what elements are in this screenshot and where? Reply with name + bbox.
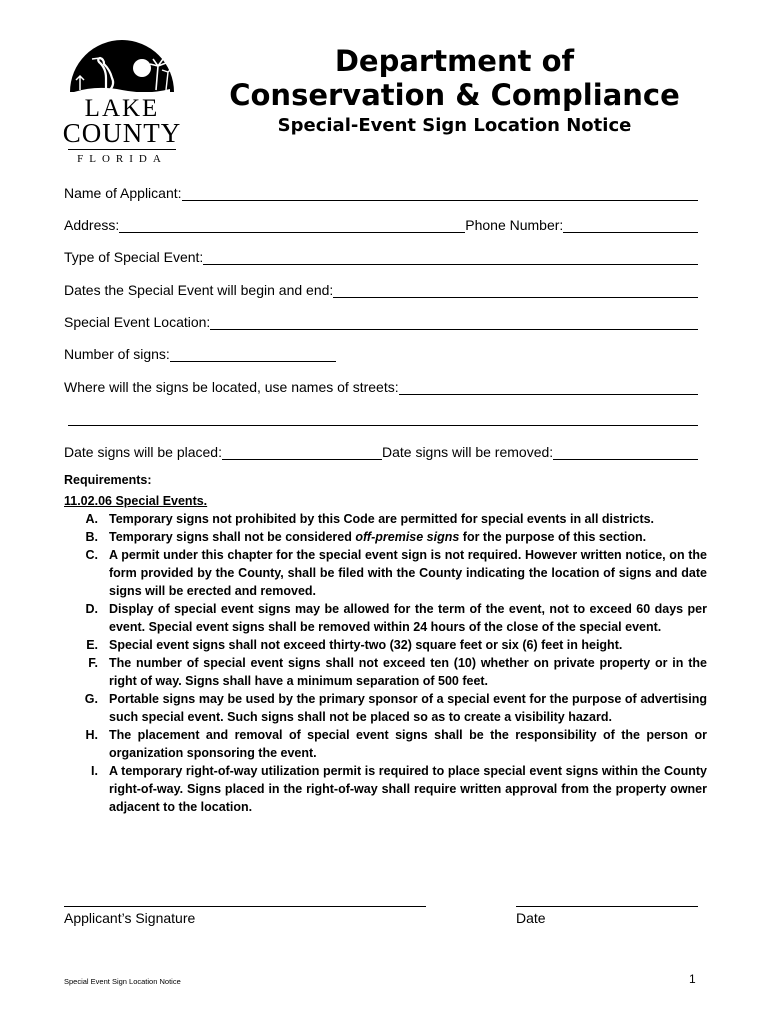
- field-event-dates: [64, 278, 698, 298]
- event-location-label: Special Event Location:: [64, 314, 211, 330]
- phone-number-label: Phone Number:: [465, 217, 564, 233]
- requirement-text: Display of special event signs may be allowed for the term of the event, not to exceed 60 days per event. Special event signs shall be removed within 24 hours of the close of the special event.: [109, 602, 707, 634]
- field-sign-locations-continued: [64, 406, 698, 426]
- requirement-letter: D.: [85, 602, 98, 616]
- requirement-text: The placement and removal of special event signs shall be the responsibility of the person or organization sponsoring the event.: [109, 728, 707, 760]
- date-removed-label: Date signs will be removed:: [381, 444, 554, 460]
- requirement-text: for the purpose of this section.: [459, 530, 647, 544]
- event-dates-input-line[interactable]: [333, 283, 698, 298]
- requirement-item: [64, 636, 707, 654]
- requirement-text: A temporary right-of-way utilization permit is required to place special event signs within the County right-of-way. Signs placed in the right-of-way shall require written approval from the property owner adjacent to the location.: [109, 764, 707, 814]
- number-of-signs-input-line[interactable]: [170, 347, 336, 362]
- date-placed-label: Date signs will be placed:: [64, 444, 222, 460]
- requirement-text: The number of special event signs shall not exceed ten (10) whether on private property or in the right of way. Signs shall have a minimum separation of 500 feet.: [109, 656, 707, 688]
- logo-text-florida: FLORIDA: [77, 153, 167, 165]
- requirements-list: [64, 510, 707, 816]
- page-number: 1: [689, 972, 696, 986]
- sign-locations-label: Where will the signs be located, use names of streets:: [64, 379, 399, 395]
- requirement-item: [64, 690, 707, 726]
- requirement-letter: C.: [85, 548, 98, 562]
- requirements-heading: Requirements:: [64, 473, 152, 487]
- applicant-signature-label: Applicant’s Signature: [64, 910, 196, 926]
- footer-document-name: Special Event Sign Location Notice: [64, 977, 181, 986]
- type-of-event-input-line[interactable]: [203, 250, 698, 265]
- requirement-text: Portable signs may be used by the primary sponsor of a special event for the purpose of advertising such special event. Such signs shall not be placed so as to create a visibility hazard.: [109, 692, 707, 724]
- field-name-of-applicant: [64, 181, 698, 201]
- date-removed-input-line[interactable]: [553, 445, 698, 460]
- document-header: [212, 44, 697, 138]
- requirement-text: Temporary signs shall not be considered: [109, 530, 356, 544]
- number-of-signs-label: Number of signs:: [64, 346, 170, 362]
- requirement-text: A permit under this chapter for the special event sign is not required. However written notice, on the form provided by the County, shall be filed with the County indicating the location of signs and date signs will be erected and removed.: [109, 548, 707, 598]
- phone-number-input-line[interactable]: [563, 218, 698, 233]
- document-subtitle: Special-Event Sign Location Notice: [277, 115, 632, 136]
- title-line-1: Department of: [334, 44, 575, 78]
- signature-date-label: Date: [516, 910, 546, 926]
- address-label: Address:: [64, 217, 120, 233]
- address-input-line[interactable]: [119, 218, 465, 233]
- title-line-2: Conservation & Compliance: [229, 78, 680, 112]
- requirement-emphasis: off-premise signs: [355, 530, 460, 544]
- sign-locations-input-line-2[interactable]: [68, 411, 698, 426]
- requirement-letter: A.: [85, 512, 98, 526]
- requirement-item: [64, 546, 707, 600]
- event-location-input-line[interactable]: [210, 315, 698, 330]
- signature-date-line[interactable]: [516, 906, 698, 907]
- field-type-of-event: [64, 245, 698, 265]
- requirement-item: [64, 528, 707, 546]
- type-of-event-label: Type of Special Event:: [64, 249, 204, 265]
- requirement-item: [64, 510, 707, 528]
- requirement-letter: G.: [84, 692, 98, 706]
- requirement-text: Special event signs shall not exceed thirty-two (32) square feet or six (6) feet in height.: [109, 638, 623, 652]
- requirement-text: Temporary signs not prohibited by this Code are permitted for special events in all districts.: [109, 512, 655, 526]
- requirement-letter: B.: [85, 530, 98, 544]
- requirement-letter: F.: [88, 656, 98, 670]
- date-placed-input-line[interactable]: [222, 445, 382, 460]
- section-heading: 11.02.06 Special Events.: [64, 494, 208, 508]
- name-of-applicant-input-line[interactable]: [182, 186, 698, 201]
- requirement-letter: H.: [85, 728, 98, 742]
- logo-divider: [68, 149, 176, 150]
- field-address-phone: [64, 213, 698, 233]
- requirement-item: [64, 726, 707, 762]
- requirement-item: [64, 762, 707, 816]
- field-number-of-signs: [64, 342, 698, 362]
- requirement-letter: I.: [91, 764, 98, 778]
- requirement-item: [64, 600, 707, 636]
- name-of-applicant-label: Name of Applicant:: [64, 185, 182, 201]
- requirement-item: [64, 654, 707, 690]
- field-event-location: [64, 310, 698, 330]
- logo-text-lake: LAKE: [84, 95, 160, 122]
- logo-text-county: COUNTY: [62, 118, 182, 148]
- sign-locations-input-line[interactable]: [399, 380, 698, 395]
- applicant-signature-line[interactable]: [64, 906, 426, 907]
- event-dates-label: Dates the Special Event will begin and end:: [64, 282, 334, 298]
- field-sign-dates: [64, 440, 698, 460]
- requirement-letter: E.: [86, 638, 98, 652]
- field-sign-locations: [64, 375, 698, 395]
